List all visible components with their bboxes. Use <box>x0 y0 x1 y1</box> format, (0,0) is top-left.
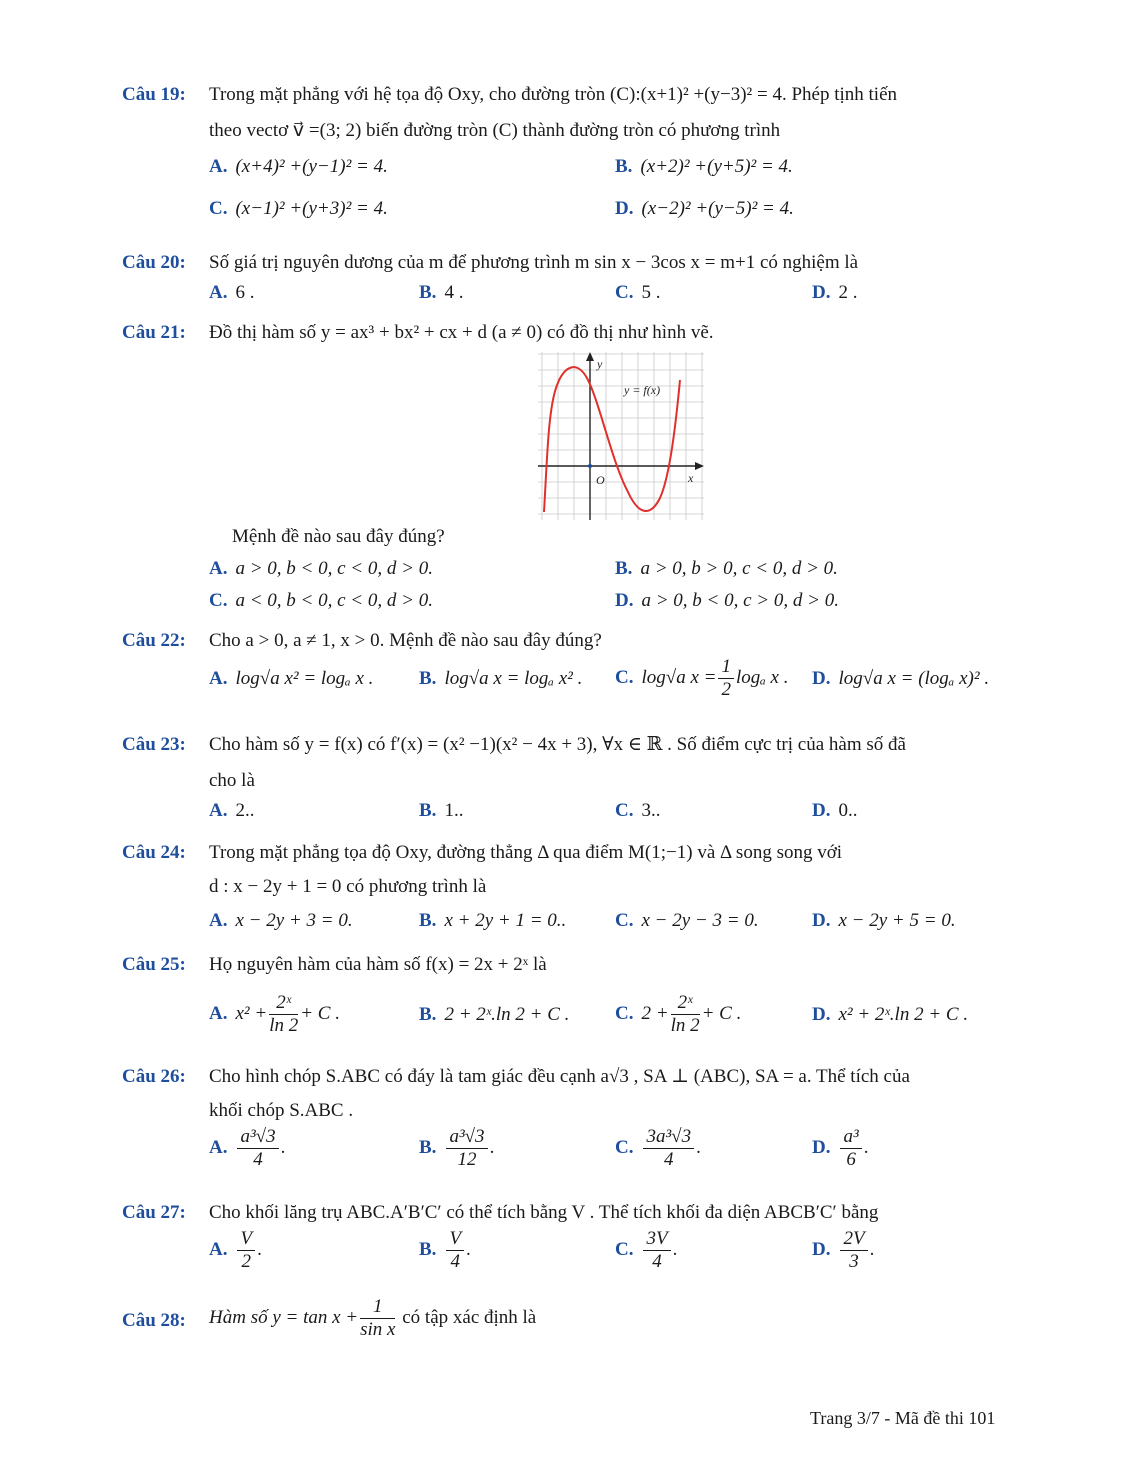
option-c[interactable]: C. x − 2y − 3 = 0. <box>615 910 759 931</box>
fraction: $\frac{3V}{4}$ <box>643 1228 670 1273</box>
options-row <box>209 586 1012 616</box>
question-23 <box>122 730 1012 826</box>
fraction: $\frac{\text{a³}}{6}$ <box>840 1126 861 1171</box>
question-number: Câu 19: <box>122 84 186 105</box>
question-25 <box>122 950 1012 1048</box>
question-26 <box>122 1062 1012 1182</box>
option-b[interactable]: B. $\frac{V}{4}$ . <box>419 1228 471 1272</box>
option-d[interactable]: D. 0.. <box>812 800 858 821</box>
option-c[interactable]: C. 5 . <box>615 282 661 303</box>
question-number: Câu 24: <box>122 842 186 863</box>
fraction: $\frac{1}{2}$ <box>718 656 734 701</box>
option-a[interactable]: A. x − 2y + 3 = 0. <box>209 910 353 931</box>
question-27 <box>122 1198 1012 1284</box>
x-axis-label: x <box>688 471 694 485</box>
stem-line: d : x − 2y + 1 = 0 có phương trình là <box>209 876 487 897</box>
stem-line: Họ nguyên hàm của hàm số f(x) = 2x + 2ˣ là <box>209 954 547 975</box>
stem-line: Trong mặt phẳng với hệ tọa độ Oxy, cho đường tròn (C):(x+1)² +(y−3)² = 4. Phép tịnh tiến <box>209 84 897 105</box>
y-axis-arrow <box>586 352 594 361</box>
question-prompt <box>232 522 1012 552</box>
question-number: Câu 28: <box>122 1310 186 1331</box>
question-22 <box>122 626 1012 712</box>
option-c[interactable]: C. $\frac{3V}{4}$ . <box>615 1228 678 1272</box>
option-a[interactable]: A. $\frac{\text{a³√3}}{4}$ . <box>209 1126 286 1170</box>
fraction: $\frac{\text{2ˣ}}{\ln 2}$ <box>269 992 299 1036</box>
question-stem <box>209 950 1012 980</box>
question-number: Câu 20: <box>122 252 186 273</box>
option-a[interactable]: A. 2.. <box>209 800 255 821</box>
question-stem <box>209 248 1012 278</box>
fraction: $\frac{\text{a³√3}}{12}$ <box>446 1126 487 1171</box>
option-c[interactable]: C. a < 0, b < 0, c < 0, d > 0. <box>209 590 433 611</box>
stem-line: theo vectơ v⃗ =(3; 2) biến đường tròn (C) thành đường tròn có phương trình <box>209 120 781 141</box>
options-row <box>209 1228 1012 1284</box>
option-a[interactable]: A. log√a x² = logₐ x . <box>209 668 374 689</box>
option-c[interactable]: C. (x−1)² +(y+3)² = 4. <box>209 198 388 219</box>
stem-line: Cho a > 0, a ≠ 1, x > 0. Mệnh đề nào sau đây đúng? <box>209 630 602 651</box>
option-a[interactable]: A. a > 0, b < 0, c < 0, d > 0. <box>209 558 433 579</box>
option-d[interactable]: D. $\frac{\text{a³}}{6}$ . <box>812 1126 869 1170</box>
stem-line: Trong mặt phẳng tọa độ Oxy, đường thẳng Δ qua điểm M(1;−1) và Δ song song với <box>209 842 843 863</box>
options-row <box>209 906 1012 936</box>
question-stem <box>209 1296 1012 1341</box>
option-c[interactable]: C. 3.. <box>615 800 661 821</box>
option-b[interactable]: B. x + 2y + 1 = 0.. <box>419 910 567 931</box>
question-stem <box>209 1062 1012 1126</box>
fraction: $\frac{\text{3a³√3}}{4}$ <box>643 1126 694 1171</box>
option-b[interactable]: B. a > 0, b > 0, c < 0, d > 0. <box>615 558 838 579</box>
fraction: $\frac{\text{2ˣ}}{\ln 2}$ <box>670 992 700 1036</box>
question-19 <box>122 80 1012 224</box>
curve-label: y = f(x) <box>624 383 661 397</box>
stem-line: Số giá trị nguyên dương của m để phương trình m sin x − 3cos x = m+1 có nghiệm là <box>209 252 859 273</box>
cubic-graph-figure <box>538 352 704 520</box>
options-row <box>209 554 1012 584</box>
options-row <box>209 796 1012 826</box>
question-21-body <box>122 522 1012 616</box>
question-stem <box>209 838 1012 906</box>
stem-line: cho là <box>209 770 255 791</box>
option-c[interactable]: C. log√a x = $\frac{1}{2}$ logₐ x . <box>615 656 789 700</box>
origin-point <box>588 464 592 468</box>
options-row <box>209 992 1012 1048</box>
option-a[interactable]: A. (x+4)² +(y−1)² = 4. <box>209 156 388 177</box>
question-stem <box>209 730 1012 796</box>
question-stem <box>209 80 1012 152</box>
option-d[interactable]: D. log√a x = (logₐ x)² . <box>812 668 990 689</box>
question-stem <box>209 318 1012 348</box>
option-d[interactable]: D. 2 . <box>812 282 858 303</box>
question-21 <box>122 318 1012 348</box>
options-row <box>209 278 1012 308</box>
fraction: $\frac{\text{a³√3}}{4}$ <box>237 1126 278 1171</box>
options-row <box>209 1126 1012 1182</box>
stem-line: Cho khối lăng trụ ABC.A′B′C′ có thể tích bằng V . Thể tích khối đa diện ABCB′C′ bằng <box>209 1202 879 1223</box>
stem-line: Cho hàm số y = f(x) có f′(x) = (x² −1)(x² − 4x + 3), ∀x ∈ ℝ . Số điểm cực trị của hàm số đã <box>209 734 906 755</box>
option-a[interactable]: A. 6 . <box>209 282 255 303</box>
option-b[interactable]: B. 2 + 2ˣ.ln 2 + C . <box>419 1004 570 1025</box>
stem-line: Hàm số y = tan x + $\frac{1}{\text{sin x}}$ có tập xác định là <box>209 1296 537 1340</box>
x-axis-arrow <box>695 462 704 470</box>
prompt-text: Mệnh đề nào sau đây đúng? <box>232 526 445 547</box>
fraction: $\frac{2V}{3}$ <box>840 1228 867 1273</box>
options-row <box>209 656 1012 712</box>
option-b[interactable]: B. $\frac{\text{a³√3}}{12}$ . <box>419 1126 495 1170</box>
question-number: Câu 22: <box>122 630 186 651</box>
options-row <box>209 194 1012 224</box>
option-a[interactable]: A. x² + $\frac{\text{2ˣ}}{\ln 2}$ + C . <box>209 992 340 1036</box>
option-b[interactable]: B. log√a x = logₐ x² . <box>419 668 583 689</box>
fraction: $\frac{V}{4}$ <box>446 1228 464 1273</box>
option-b[interactable]: B. (x+2)² +(y+5)² = 4. <box>615 156 793 177</box>
origin-label: O <box>596 473 605 487</box>
question-number: Câu 25: <box>122 954 186 975</box>
stem-line: Đồ thị hàm số y = ax³ + bx² + cx + d (a ≠ 0) có đồ thị như hình vẽ. <box>209 322 714 343</box>
question-number: Câu 21: <box>122 322 186 343</box>
stem-line: khối chóp S.ABC . <box>209 1100 354 1121</box>
option-d[interactable]: D. x² + 2ˣ.ln 2 + C . <box>812 1004 969 1025</box>
question-28 <box>122 1296 1012 1341</box>
fraction: $\frac{1}{\text{sin x}}$ <box>360 1296 396 1340</box>
question-number: Câu 26: <box>122 1066 186 1087</box>
option-a[interactable]: A. $\frac{V}{2}$ . <box>209 1228 262 1272</box>
page-footer: Trang 3/7 - Mã đề thi 101 <box>810 1408 996 1428</box>
options-row <box>209 152 1012 194</box>
question-stem <box>209 1198 1012 1228</box>
question-20 <box>122 248 1012 308</box>
option-c[interactable]: C. 2 + $\frac{\text{2ˣ}}{\ln 2}$ + C . <box>615 992 742 1036</box>
stem-line: Cho hình chóp S.ABC có đáy là tam giác đều cạnh a√3 , SA ⊥ (ABC), SA = a. Thể tích của <box>209 1066 910 1087</box>
question-number: Câu 23: <box>122 734 186 755</box>
option-c[interactable]: C. $\frac{\text{3a³√3}}{4}$ . <box>615 1126 701 1170</box>
option-d[interactable]: D. x − 2y + 5 = 0. <box>812 910 956 931</box>
option-d[interactable]: D. $\frac{2V}{3}$ . <box>812 1228 875 1272</box>
option-d[interactable]: D. a > 0, b < 0, c > 0, d > 0. <box>615 590 839 611</box>
option-b[interactable]: B. 1.. <box>419 800 464 821</box>
question-stem <box>209 626 1012 656</box>
fraction: $\frac{V}{2}$ <box>237 1228 255 1273</box>
y-axis-label: y <box>597 357 603 371</box>
option-d[interactable]: D. (x−2)² +(y−5)² = 4. <box>615 198 794 219</box>
question-number: Câu 27: <box>122 1202 186 1223</box>
grid <box>538 352 704 520</box>
question-24 <box>122 838 1012 936</box>
option-b[interactable]: B. 4 . <box>419 282 464 303</box>
